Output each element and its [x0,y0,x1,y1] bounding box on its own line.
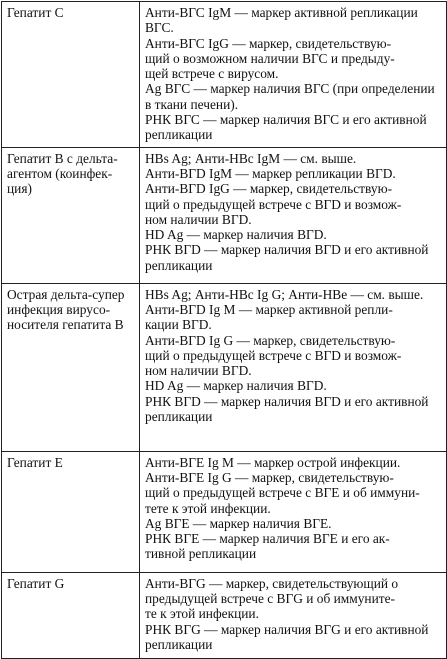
markers-cell [140,2,447,148]
table-row [2,147,447,283]
marker-entry: Анти-ВГЕ Ig G — маркер, свидетельствую- щий о предыдущей встрече с ВГЕ и об иммуни- тете к этой инфекции. [145,469,420,516]
disease-cell [2,147,140,283]
marker-entry: РНК ВГЕ — маркер наличия ВГЕ и его ак- тивной репликации [145,531,390,562]
marker-entry: РНК ВГD — маркер наличия ВГD и его активной репликации [145,393,429,425]
marker-entry: HD Ag — маркер наличия ВГD. [145,378,327,394]
disease-cell [2,572,140,658]
marker-entry: РНК ВГG — маркер наличия ВГG и его активной репликации [145,621,429,652]
disease-cell [2,2,140,148]
marker-entry: Ag ВГС — маркер наличия ВГС (при определении в ткани печени). [145,81,435,112]
table-row [2,283,447,451]
marker-entry: Анти-ВГС IgM — маркер активной репликации ВГС. [145,5,418,36]
disease-name: Гепатит G [7,575,65,591]
disease-name: Гепатит Е [7,454,63,470]
table-row [2,572,447,658]
marker-entry: Анти-ВГD IgG — маркер, свидетельствую- щий о предыдущей встрече с ВГD и возмож- ном наличии ВГD. [145,181,402,227]
markers-cell [140,451,447,572]
disease-name: Гепатит С [7,5,64,20]
marker-entry: HBs Ag; Анти-HBc IgM — см. выше. [145,150,357,166]
markers-cell [140,283,447,451]
disease-name: Гепатит В с дельта- агентом (коинфек- ция) [7,150,118,197]
table-row [2,2,447,148]
disease-cell [2,283,140,451]
marker-entry: Ag ВГЕ — маркер наличия ВГЕ. [145,515,332,531]
markers-cell [140,147,447,283]
marker-entry: HBs Ag; Анти-HBc Ig G; Анти-HBe — см. выше. [145,286,424,302]
marker-entry: HD Ag — маркер наличия ВГD. [145,227,327,243]
table-row [2,451,447,572]
disease-cell [2,451,140,572]
marker-entry: Анти-ВГD Ig M — маркер активной репли- кации ВГD. [145,301,393,333]
marker-entry: Анти-ВГС IgG — маркер, свидетельствую- щий о возможном наличии ВГС и предыду- щей встрече с вирусом. [145,35,395,82]
marker-entry: Анти-ВГD Ig G — маркер, свидетельствую- щий о предыдущей встрече с ВГD и возмож- ном наличии ВГD. [145,332,402,379]
markers-cell [140,572,447,658]
hepatitis-markers-table [1,1,447,659]
marker-entry: РНК ВГС — маркер наличия ВГС и его активной репликации [145,112,427,143]
marker-entry: Анти-ВГЕ Ig M — маркер острой инфекции. [145,454,401,470]
marker-entry: Анти-ВГG — маркер, свидетельствующий о предыдущей встрече с ВГG и об иммуните- те к этой инфекции. [145,575,399,622]
marker-entry: РНК ВГD — маркер наличия ВГD и его активной репликации [145,242,429,273]
disease-name: Острая дельта-супер инфекция вирусо- носителя гепатита В [7,286,125,333]
marker-entry: Анти-ВГD IgM — маркер репликации ВГD. [145,165,396,181]
